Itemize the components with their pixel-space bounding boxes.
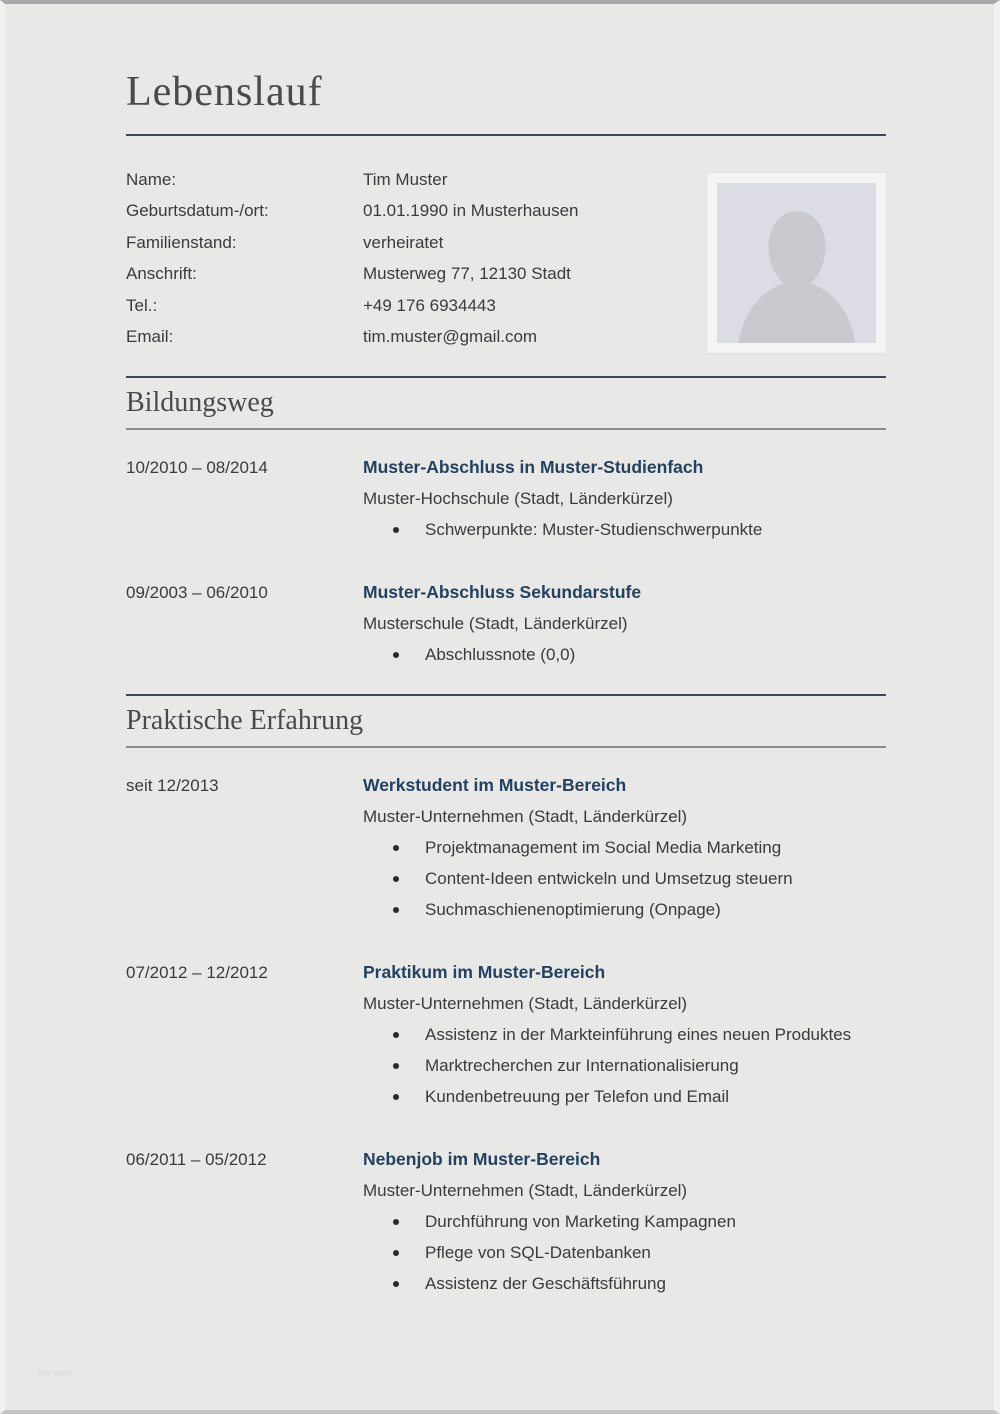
entry-organization: Musterschule (Stadt, Länderkürzel) <box>363 614 628 634</box>
entry-bullet: Durchführung von Marketing Kampagnen <box>363 1206 886 1237</box>
section-education <box>126 376 886 670</box>
cv-entry <box>126 957 886 1112</box>
section-title: Praktische Erfahrung <box>126 696 886 748</box>
entry-body <box>363 1144 886 1299</box>
entry-bullet: Content-Ideen entwickeln und Umsetzug steuern <box>363 863 886 894</box>
entry-date: seit 12/2013 <box>126 776 219 796</box>
section-heading-block <box>126 694 886 748</box>
personal-value: Tim Muster <box>363 170 448 189</box>
cv-entry <box>126 452 886 545</box>
section-body <box>126 748 886 1299</box>
photo-area <box>717 183 876 343</box>
photo-placeholder <box>706 172 887 354</box>
entry-body <box>363 770 886 925</box>
entry-date: 10/2010 – 08/2014 <box>126 458 268 478</box>
entry-bullet-list <box>363 1206 886 1299</box>
personal-label: Familienstand: <box>126 232 237 252</box>
section-experience <box>126 694 886 1299</box>
entry-bullet: Suchmaschienenoptimierung (Onpage) <box>363 894 886 925</box>
entry-bullet-list <box>363 639 886 670</box>
entry-bullet: Pflege von SQL-Datenbanken <box>363 1237 886 1268</box>
personal-value: verheiratet <box>363 232 444 252</box>
entry-title: Nebenjob im Muster-Bereich <box>363 1149 601 1170</box>
cv-entry <box>126 577 886 670</box>
personal-value: tim.muster@gmail.com <box>363 327 538 347</box>
section-title: Bildungsweg <box>126 378 886 430</box>
entry-organization: Muster-Hochschule (Stadt, Länderkürzel) <box>363 489 673 509</box>
entry-bullet: Marktrecherchen zur Internationalisierung <box>363 1050 886 1081</box>
cv-entry <box>126 770 886 925</box>
entry-title: Muster-Abschluss in Muster-Studienfach <box>363 457 704 478</box>
personal-label: Tel.: <box>126 295 158 315</box>
entry-bullet: Abschlussnote (0,0) <box>363 639 886 670</box>
section-body <box>126 430 886 670</box>
entry-organization: Muster-Unternehmen (Stadt, Länderkürzel) <box>363 807 688 827</box>
section-heading-block <box>126 376 886 430</box>
entry-bullet: Kundenbetreuung per Telefon und Email <box>363 1081 886 1112</box>
entry-organization: Muster-Unternehmen (Stadt, Länderkürzel) <box>363 994 688 1014</box>
entry-title: Werkstudent im Muster-Bereich <box>363 775 627 796</box>
personal-label: Geburtsdatum-/ort: <box>126 201 269 221</box>
entry-date: 06/2011 – 05/2012 <box>126 1150 267 1170</box>
person-silhouette-icon <box>722 193 872 343</box>
personal-value: Musterweg 77, 12130 Stadt <box>363 264 571 284</box>
entry-bullet-list <box>363 832 886 925</box>
personal-value: +49 176 6934443 <box>363 295 496 315</box>
entry-bullet: Schwerpunkte: Muster-Studienschwerpunkte <box>363 514 886 545</box>
page-title: Lebenslauf <box>126 64 886 136</box>
cv-entry <box>126 1144 886 1299</box>
entry-bullet-list <box>363 1019 886 1112</box>
watermark: my-web <box>38 1368 73 1378</box>
entry-bullet: Assistenz der Geschäftsführung <box>363 1268 886 1299</box>
entry-title: Muster-Abschluss Sekundarstufe <box>363 582 642 603</box>
entry-bullet: Assistenz in der Markteinführung eines neuen Produktes <box>363 1019 886 1050</box>
entry-bullet: Projektmanagement im Social Media Marketing <box>363 832 886 863</box>
entry-body <box>363 957 886 1112</box>
entry-body <box>363 452 886 545</box>
entry-bullet-list <box>363 514 886 545</box>
personal-label: Name: <box>126 170 177 189</box>
entry-body <box>363 577 886 670</box>
entry-date: 07/2012 – 12/2012 <box>126 963 268 983</box>
entry-title: Praktikum im Muster-Bereich <box>363 962 606 983</box>
entry-organization: Muster-Unternehmen (Stadt, Länderkürzel) <box>363 1181 688 1201</box>
personal-label: Anschrift: <box>126 264 197 284</box>
personal-value: 01.01.1990 in Musterhausen <box>363 201 579 221</box>
entry-date: 09/2003 – 06/2010 <box>126 583 268 603</box>
personal-label: Email: <box>126 327 174 347</box>
